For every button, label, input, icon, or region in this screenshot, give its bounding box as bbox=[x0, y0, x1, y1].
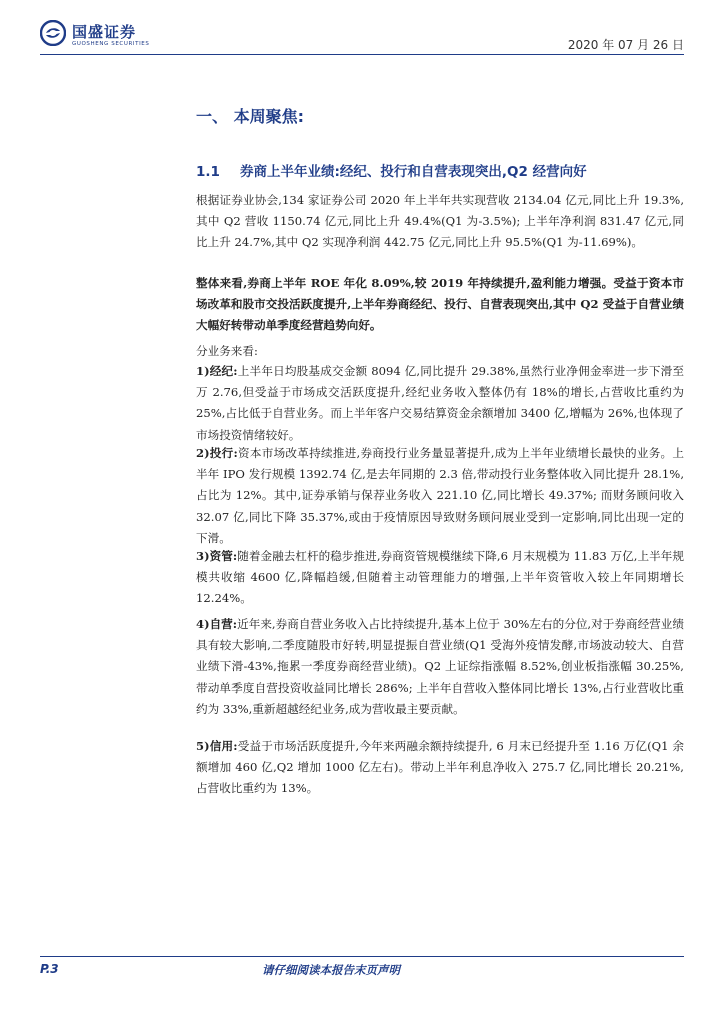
paragraph-credit bbox=[196, 736, 684, 800]
credit-label: 5)信用: bbox=[196, 739, 238, 753]
page-header bbox=[40, 14, 684, 56]
footer-divider bbox=[40, 956, 684, 957]
subsection-heading bbox=[196, 160, 587, 180]
am-text: 随着金融去杠杆的稳步推进,券商资管规模继续下降,6 月末规模为 11.83 万亿,上半年规模共收缩 4600 亿,降幅趋缓,但随着主动管理能力的增强,上半年资管收入较上年同期增长 12.24%。 bbox=[196, 549, 684, 606]
company-logo bbox=[40, 14, 170, 54]
logo-emblem-icon bbox=[40, 20, 66, 46]
brokerage-label: 1)经纪: bbox=[196, 364, 238, 378]
section-heading: 一、 本周聚焦: bbox=[196, 107, 304, 126]
paragraph-proprietary bbox=[196, 614, 684, 720]
page-number: P.3 bbox=[40, 962, 59, 976]
ib-label: 2)投行: bbox=[196, 446, 238, 460]
logo-text-cn: 国盛证券 bbox=[72, 23, 137, 41]
paragraph-asset-management bbox=[196, 546, 684, 610]
ib-text: 资本市场改革持续推进,券商投行业务量显著提升,成为上半年业绩增长最快的业务。上半年 IPO 发行规模 1392.74 亿,是去年同期的 2.3 倍,带动投行业务整体收入同比提升 28.1%,占比为 12%。其中,证券承销与保荐业务收入 221.10 亿,同比增长 49.37%; 而财务顾问收入 32.07 亿,同比下降 35.37%,或由于疫情原因导致财务顾问展业受到一定影响,同比出现一定的下滑。 bbox=[196, 446, 684, 545]
report-date: 2020 年 07 月 26 日 bbox=[567, 38, 684, 52]
paragraph-by-business: 分业务来看: bbox=[196, 344, 258, 358]
footer-disclaimer: 请仔细阅读本报告末页声明 bbox=[262, 963, 400, 977]
paragraph-brokerage bbox=[196, 361, 684, 446]
am-label: 3)资管: bbox=[196, 549, 238, 563]
credit-text: 受益于市场活跃度提升,今年来两融余额持续提升, 6 月末已经提升至 1.16 万亿(Q1 余额增加 460 亿,Q2 增加 1000 亿左右)。带动上半年利息净收入 275.7 亿,同比增长 20.21%,占营收比重约为 13%。 bbox=[196, 739, 684, 796]
prop-label: 4)自营: bbox=[196, 617, 238, 631]
prop-text: 近年来,券商自营业务收入占比持续提升,基本上位于 30%左右的分位,对于券商经营业绩具有较大影响,二季度随股市好转,明显提振自营业绩(Q1 受海外疫情发酵,市场波动较大、自营业绩下滑-43%,拖累一季度券商经营业绩)。Q2 上证综指涨幅 8.52%,创业板指涨幅 30.25%,带动单季度自营投资收益同比增长 286%; 上半年自营收入整体同比增长 13%,占行业营收比重约为 33%,重新超越经纪业务,成为营收最主要贡献。 bbox=[196, 617, 684, 716]
logo-text-en: GUOSHENG SECURITIES bbox=[72, 41, 150, 47]
subsection-title: 券商上半年业绩:经纪、投行和自营表现突出,Q2 经营向好 bbox=[240, 164, 587, 180]
brokerage-text: 上半年日均股基成交金额 8094 亿,同比提升 29.38%,虽然行业净佣金率进一步下滑至万 2.76,但受益于市场成交活跃度提升,经纪业务收入整体仍有 18%的增长,占营收比重约为 25%,占比低于自营业务。而上半年客户交易结算资金余额增加 3400 亿,增幅为 26%,也体现了市场投资情绪较好。 bbox=[196, 364, 684, 442]
paragraph-investment-banking bbox=[196, 443, 684, 549]
header-divider bbox=[40, 54, 684, 55]
paragraph-intro: 根据证券业协会,134 家证券公司 2020 年上半年共实现营收 2134.04 亿元,同比上升 19.3%,其中 Q2 营收 1150.74 亿元,同比上升 49.4%(Q1 为-3.5%); 上半年净利润 831.47 亿元,同比上升 24.7%,其中 Q2 实现净利润 442.75 亿元,同比上升 95.5%(Q1 为-11.69%)。 bbox=[196, 193, 684, 250]
subsection-number: 1.1 bbox=[196, 164, 220, 180]
paragraph-summary: 整体来看,券商上半年 ROE 年化 8.09%,较 2019 年持续提升,盈利能力增强。受益于资本市场改革和股市交投活跃度提升,上半年券商经纪、投行、自营表现突出,其中 Q2 受益于自营业绩大幅好转带动单季度经营趋势向好。 bbox=[196, 276, 684, 333]
